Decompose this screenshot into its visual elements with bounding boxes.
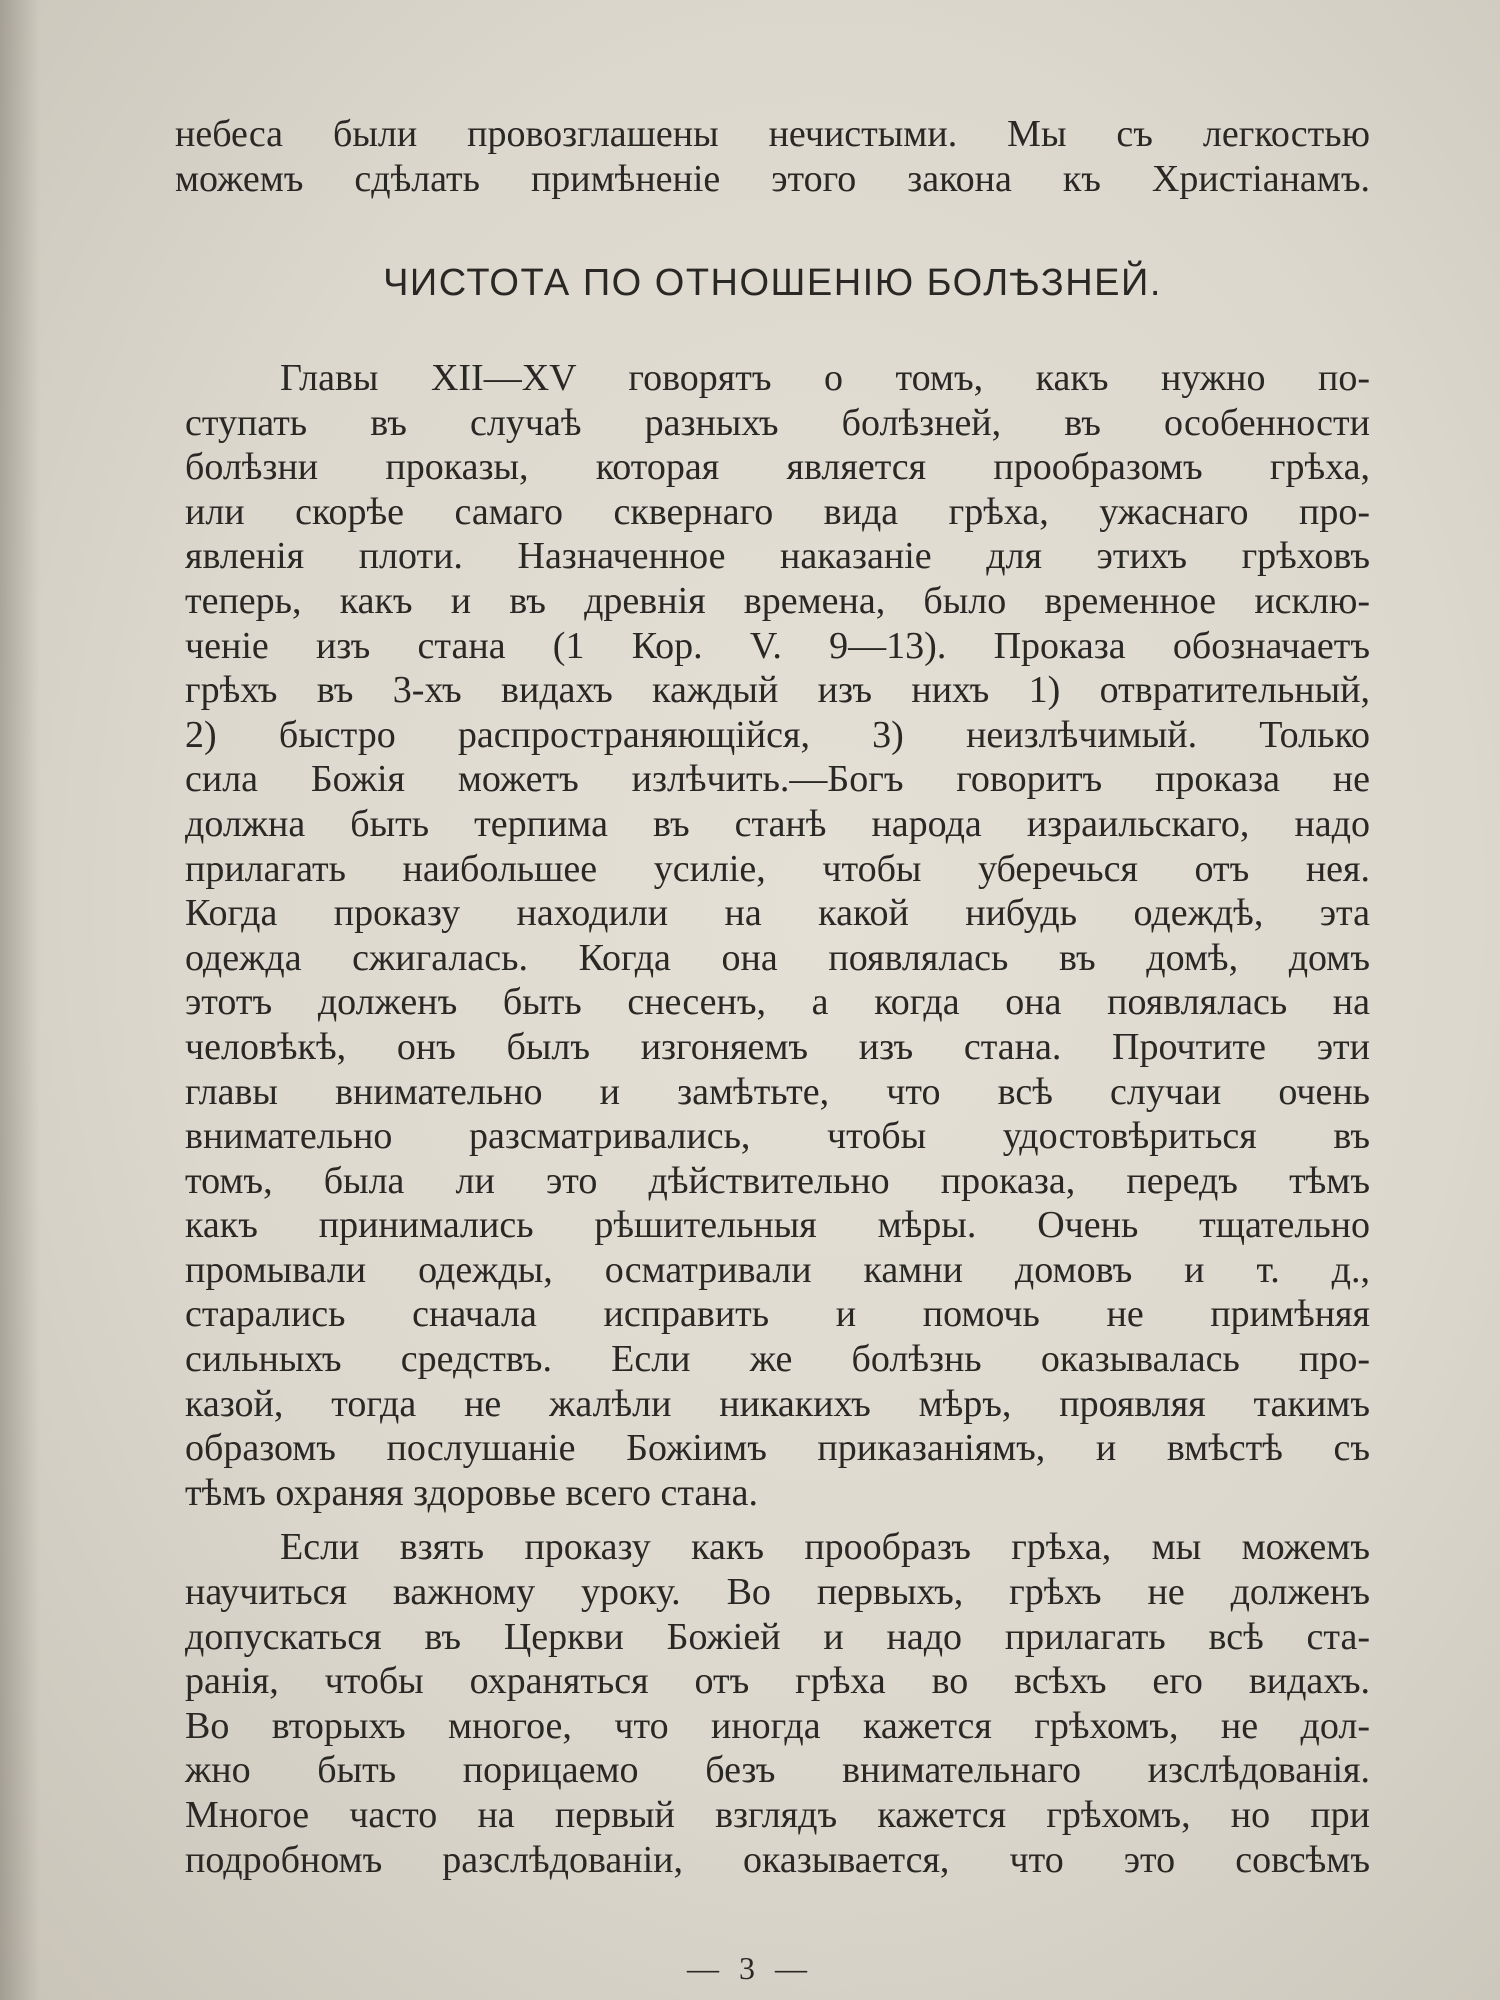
- text-line: теперь, какъ и въ древнія времена, было временное исклю-: [185, 579, 1370, 622]
- text-line: внимательно разсматривались, чтобы удостовѣриться въ: [185, 1115, 1370, 1158]
- intro-text: [175, 112, 1370, 201]
- text-line: прилагать наибольшее усиліе, чтобы уберечься отъ нея.: [185, 847, 1370, 890]
- text-line: человѣкѣ, онъ былъ изгоняемъ изъ стана. Прочтите эти: [185, 1025, 1370, 1068]
- text-line: какъ принимались рѣшительныя мѣры. Очень тщательно: [185, 1204, 1370, 1247]
- page-number: — 3 —: [687, 1950, 813, 1986]
- text-line: промывали одежды, осматривали камни домовъ и т. д.,: [185, 1248, 1370, 1291]
- text-line: болѣзни проказы, которая является прообразомъ грѣха,: [185, 446, 1370, 489]
- text-line: или скорѣе самаго сквернаго вида грѣха, ужаснаго про-: [185, 490, 1370, 533]
- text-line: небеса были провозглашены нечистыми. Мы съ легкостью: [175, 113, 1370, 155]
- text-line: грѣхъ въ 3-хъ видахъ каждый изъ нихъ 1) отвратительный,: [185, 669, 1370, 712]
- text-line: образомъ послушаніе Божіимъ приказаніямъ, и вмѣстѣ съ: [185, 1427, 1370, 1470]
- page-binding-shadow: [0, 0, 40, 2000]
- text-line: сильныхъ средствъ. Если же болѣзнь оказывалась про-: [185, 1338, 1370, 1381]
- text-line: Многое часто на первый взглядъ кажется грѣхомъ, но при: [185, 1794, 1370, 1836]
- body-text: [185, 356, 1370, 1882]
- paragraph-gap: [185, 1515, 1370, 1525]
- text-line: ченіе изъ стана (1 Кор. V. 9—13). Проказа обозначаетъ: [185, 624, 1370, 667]
- text-line: одежда сжигалась. Когда она появлялась въ домѣ, домъ: [185, 936, 1370, 979]
- text-line: явленія плоти. Назначенное наказаніе для этихъ грѣховъ: [185, 535, 1370, 578]
- text-line: томъ, была ли это дѣйствительно проказа, передъ тѣмъ: [185, 1159, 1370, 1202]
- text-line: ранія, чтобы охраняться отъ грѣха во всѣхъ его видахъ.: [185, 1660, 1370, 1703]
- text-line: должна быть терпима въ станѣ народа израильскаго, надо: [185, 802, 1370, 845]
- text-line: Если взять проказу какъ прообразъ грѣха, мы можемъ: [280, 1526, 1370, 1569]
- text-line: Когда проказу находили на какой нибудь одеждѣ, эта: [185, 892, 1370, 935]
- text-line: подробномъ разслѣдованіи, оказывается, что это совсѣмъ: [185, 1838, 1370, 1881]
- text-line: научиться важному уроку. Во первыхъ, грѣхъ не долженъ: [185, 1571, 1370, 1614]
- text-line: Главы XII—XV говорятъ о томъ, какъ нужно по-: [280, 357, 1370, 399]
- text-line: казой, тогда не жалѣли никакихъ мѣръ, проявляя такимъ: [185, 1382, 1370, 1425]
- text-line: можемъ сдѣлать примѣненіе этого закона къ Христіанамъ.: [175, 157, 1370, 200]
- text-line: этотъ долженъ быть снесенъ, а когда она появлялась на: [185, 981, 1370, 1024]
- text-line: тѣмъ охраняя здоровье всего стана.: [185, 1471, 759, 1514]
- text-line: Во вторыхъ многое, что иногда кажется грѣхомъ, не дол-: [185, 1704, 1370, 1747]
- text-line: допускаться въ Церкви Божіей и надо прилагать всѣ ста-: [185, 1615, 1370, 1658]
- text-line: жно быть порицаемо безъ внимательнаго изслѣдованія.: [185, 1749, 1370, 1792]
- text-line: 2) быстро распространяющійся, 3) неизлѣчимый. Только: [185, 713, 1370, 756]
- text-line: ступать въ случаѣ разныхъ болѣзней, въ особенности: [185, 401, 1370, 444]
- text-line: главы внимательно и замѣтьте, что всѣ случаи очень: [185, 1070, 1370, 1113]
- text-line: сила Божія можетъ излѣчить.—Богъ говоритъ проказа не: [185, 758, 1370, 801]
- text-line: старались сначала исправить и помочь не примѣняя: [185, 1293, 1370, 1336]
- section-heading: ЧИСТОТА ПО ОТНОШЕНІЮ БОЛѢЗНЕЙ.: [383, 262, 1162, 304]
